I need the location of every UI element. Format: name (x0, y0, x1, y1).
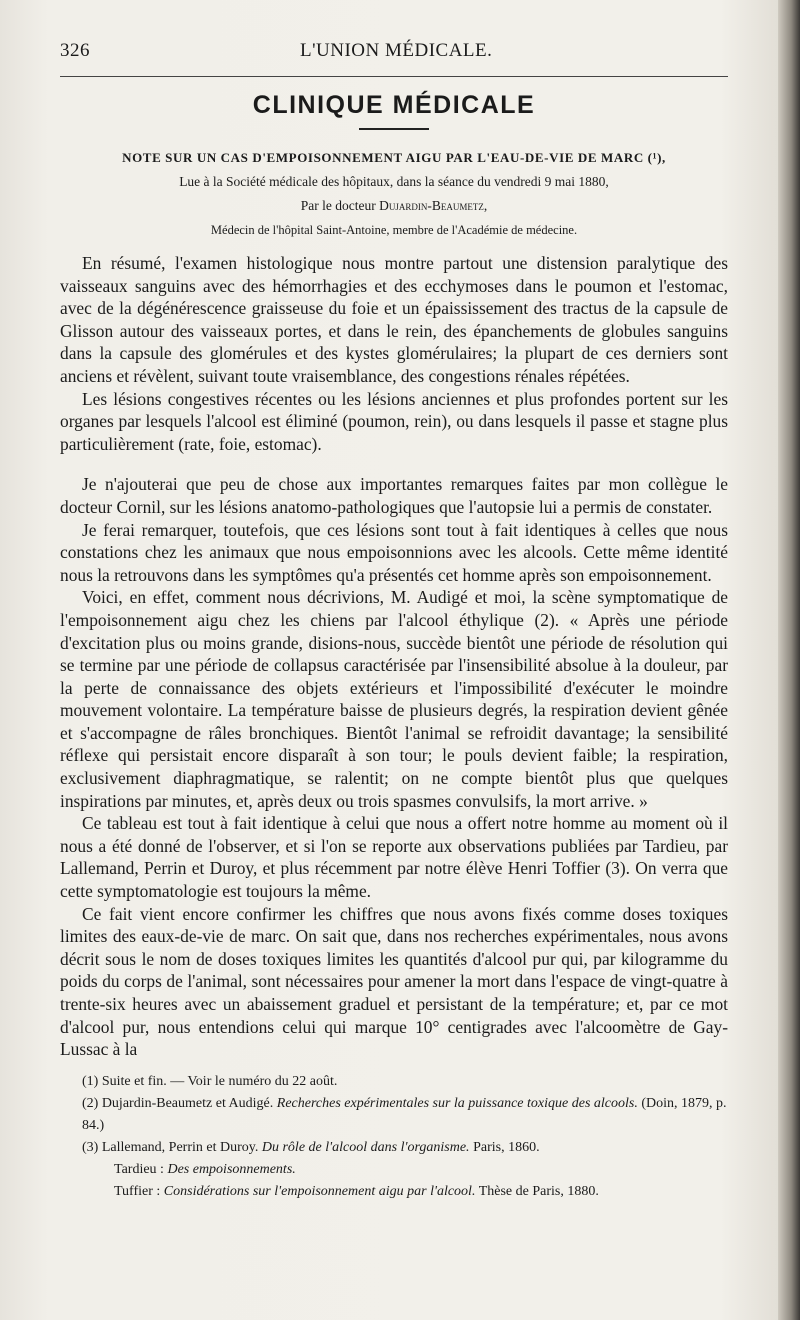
footnote-3b (82, 1159, 728, 1181)
article-title: NOTE SUR UN CAS D'EMPOISONNEMENT AIGU PAR L'EAU-DE-VIE DE MARC (¹), (122, 150, 666, 165)
paragraph: Ce tableau est tout à fait identique à celui que nous a offert notre homme au moment où il nous a été donné de l'observer, et si l'on se reporte aux observations publiées par Tardieu, par Lallemand, Perrin et Duroy, et plus récemment par notre élève Henri Toffier (3). On verra que cette symptomatologie est toujours la même. (60, 813, 728, 902)
footnote-3c-pub: Thèse de Paris, 1880. (475, 1183, 599, 1199)
journal-title: L'UNION MÉDICALE. (300, 40, 493, 61)
author-position: Médecin de l'hôpital Saint-Antoine, membre de l'Académie de médecine. (210, 223, 578, 237)
running-header (60, 40, 728, 72)
footnote-3b-author: Tardieu : (114, 1161, 168, 1177)
paragraph: Je ferai remarquer, toutefois, que ces lésions sont tout à fait identiques à celles que nous constations chez les animaux que nous empoisonnions avec les alcools. Cette même identité nous la retrouvons dans les symptômes qu'a présentés cet homme après son empoisonnement. (60, 519, 728, 585)
footnote-3 (82, 1137, 728, 1159)
footnote-3c-author: Tuffier : (114, 1183, 164, 1199)
article-body (60, 252, 728, 1061)
section-title: CLINIQUE MÉDICALE (252, 91, 536, 119)
article-author (60, 194, 728, 218)
footnote-2-pub: (Doin, 1879, p. 84.) (82, 1095, 727, 1133)
paragraph: Ce fait vient encore confirmer les chiffres que nous avons fixés comme doses toxiques limites des eaux-de-vie de marc. On sait que, dans nos recherches expérimentales, nous avons décrit sous le nom de doses toxiques limites les quantités d'alcool pur qui, par kilogramme du poids du corps de l'animal, sont nécessaires pour amener la mort dans l'espace de vingt-quatre à trente-six heures avec un abaissement graduel et persistant de la température; et, par ce mot d'alcool pur, nous entendions celui qui marque 10° centigrades avec l'alcoomètre de Gay-Lussac à la (60, 903, 728, 1060)
paragraph: Voici, en effet, comment nous décrivions, M. Audigé et moi, la scène symptomatique de l'empoisonnement aigu chez les chiens par l'alcool éthylique (2). « Après une période d'excitation plus ou moins grande, disions-nous, succède bientôt une période de résolution qui se termine par une période de collapsus caractérisée par l'insensibilité absolue à la douleur, par la perte de connaissance des objets extérieurs et l'impossibilité d'exécuter le moindre mouvement volontaire. La température baisse de plusieurs degrés, la respiration devient gênée et s'accompagne de râles bronchiques. Bientôt l'animal se refroidit davantage; la sensibilité réflexe qui persistait encore disparaît à son tour; le pouls devient faible; la respiration, exclusivement diaphragmatique, se ralentit; on ne compte bientôt plus que quelques inspirations par minutes, et, après deux ou trois spasmes convulsifs, la mort arrive. » (60, 587, 728, 811)
footnote-3-title: Du rôle de l'alcool dans l'organisme. (261, 1139, 470, 1155)
footnote-3c-title: Considérations sur l'empoisonnement aigu par l'alcool. (163, 1183, 476, 1199)
footnote-3c (82, 1181, 728, 1203)
paragraph: Les lésions congestives récentes ou les lésions anciennes et plus profondes portent sur les organes par lesquels l'alcool est éliminé (poumon, rein), ou dans lesquels il passe et stagne plus particulièrement (rate, foie, estomac). (60, 388, 728, 454)
footnotes (60, 1071, 728, 1203)
footnote-2-title: Recherches expérimentales sur la puissance toxique des alcools. (276, 1095, 638, 1111)
footnote-3-pub: Paris, 1860. (469, 1139, 540, 1155)
author-name: Dujardin-Beaumetz, (379, 198, 488, 213)
header-rule (60, 76, 728, 77)
footnote-1: (1) Suite et fin. — Voir le numéro du 22 août. (82, 1073, 338, 1089)
page-edge-shadow (778, 0, 800, 1320)
section-rule (359, 128, 429, 130)
author-prefix: Par le docteur (300, 198, 380, 213)
footnote-2 (82, 1093, 728, 1137)
footnote-3b-title: Des empoisonnements. (167, 1161, 296, 1177)
footnote-2-authors: (2) Dujardin-Beaumetz et Audigé. (82, 1095, 277, 1111)
paragraph: Je n'ajouterai que peu de chose aux importantes remarques faites par mon collègue le docteur Cornil, sur les lésions anatomo-pathologiques que l'autopsie lui a permis de constater. (60, 474, 728, 517)
paragraph: En résumé, l'examen histologique nous montre partout une distension paralytique des vaisseaux sanguins avec des hémorrhagies et des ecchymoses dans le poumon et l'estomac, avec de la dégénérescence graisseuse du foie et un épaississement des tractus de la capsule de Glisson autour des vaisseaux portes, et dans le rein, des épanchements de globules sanguins dans la capsule des glomérules et des kystes glomérulaires; la plupart de ces derniers sont anciens et révèlent, suivant toute vraisemblance, des congestions rénales répétées. (60, 253, 728, 386)
page-number: 326 (60, 40, 90, 61)
footnote-3-authors: (3) Lallemand, Perrin et Duroy. (82, 1139, 262, 1155)
article-subtitle: Lue à la Société médicale des hôpitaux, dans la séance du vendredi 9 mai 1880, (179, 174, 609, 189)
